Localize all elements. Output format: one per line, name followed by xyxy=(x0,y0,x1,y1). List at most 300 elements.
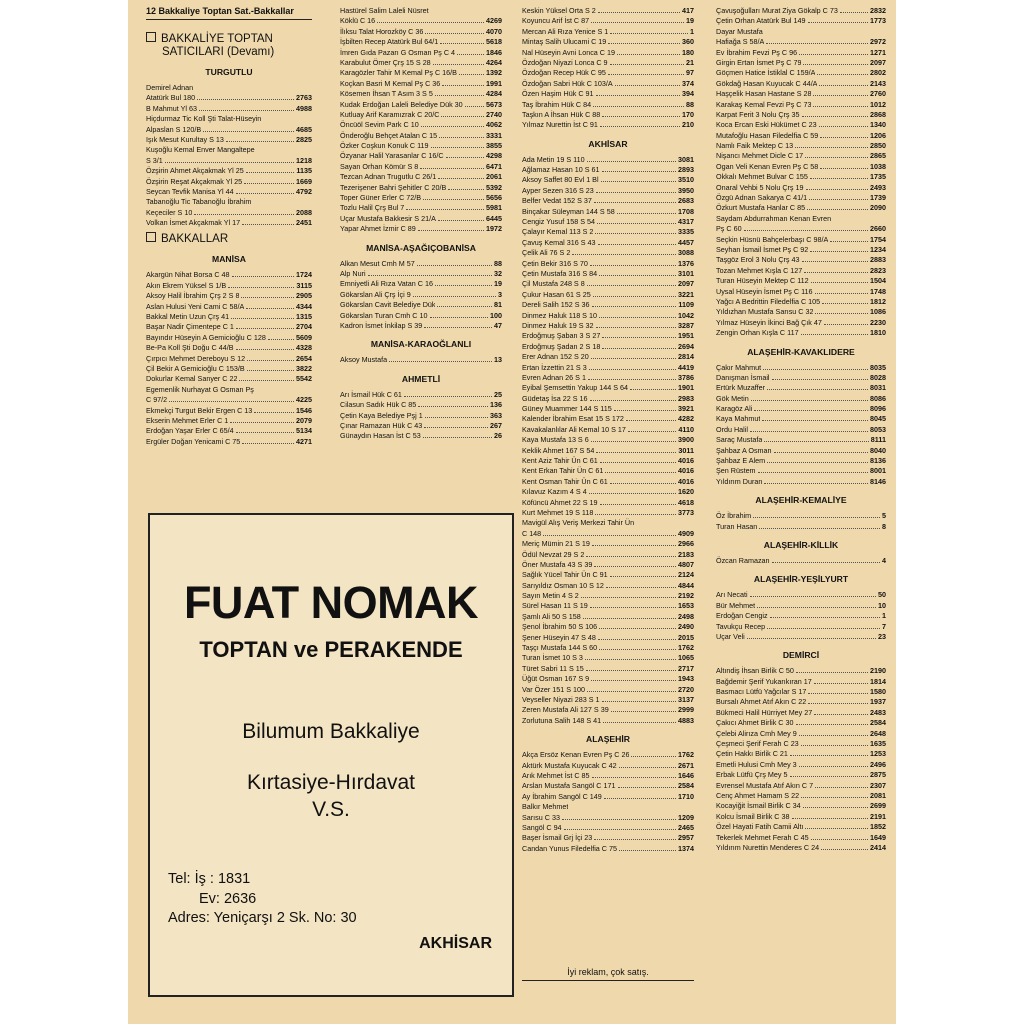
dot-leader xyxy=(808,693,868,694)
listing-phone: 2883 xyxy=(870,255,886,265)
dot-leader xyxy=(599,628,676,629)
listing-entry xyxy=(340,193,502,203)
listing-name: Ogan Veli Kenan Evren Pş C 58 xyxy=(716,161,819,171)
dot-leader xyxy=(596,192,676,193)
listing-name: Kurt Mehmet 19 S 118 xyxy=(522,507,594,517)
listing-name: Kent Aziz Tahir Ün C 61 xyxy=(522,456,598,466)
listing-name: Çınar Ramazan Hük C 43 xyxy=(340,420,423,430)
listing-entry xyxy=(716,120,886,130)
listing-entry xyxy=(716,632,886,642)
dot-leader xyxy=(774,452,868,453)
listing-name: Ertan İzzettin 21 S 3 xyxy=(522,362,587,372)
listing-name: Mavigül Alış Veriş Merkezi Tahir Ün xyxy=(522,518,635,528)
dot-leader xyxy=(766,43,868,44)
listing-name: Erdoğmuş Şadan 2 S 18 xyxy=(522,341,601,351)
listing-name: Yıldırım Duran xyxy=(716,476,763,486)
listing-name: Ekserin Mehmet Erler C 1 xyxy=(146,415,229,425)
listing-name: Koyuncu Arif İst C 87 xyxy=(522,16,590,26)
listing-phone: 1754 xyxy=(870,234,886,244)
listing-name: Keskin Yüksel Orta S 2 xyxy=(522,6,596,15)
dot-leader xyxy=(821,849,868,850)
dot-leader xyxy=(417,265,492,266)
listing-entry xyxy=(522,435,694,445)
listing-entry xyxy=(340,89,502,99)
listing-entry xyxy=(716,235,886,245)
dot-leader xyxy=(808,22,869,23)
dot-leader xyxy=(811,839,868,840)
listing-entry xyxy=(716,477,886,487)
dot-leader xyxy=(802,116,869,117)
listing-name: Hastürel Salim Laleli Nüsret xyxy=(340,6,429,15)
listing-name: Koca Ercan Eski Hükümet C 23 xyxy=(716,120,817,130)
dot-leader xyxy=(805,828,868,829)
listing-phone: 2823 xyxy=(870,265,886,275)
listing-entry xyxy=(340,48,502,58)
dot-leader xyxy=(759,528,880,529)
listing-phone: 2097 xyxy=(678,279,694,289)
listing-entry xyxy=(522,674,694,684)
town-heading: MANİSA xyxy=(212,254,246,265)
listing-phone: 4419 xyxy=(678,362,694,372)
dot-leader xyxy=(236,193,294,194)
listing-phone: 4457 xyxy=(678,237,694,247)
listing-name: Başar Nadir Çimentepe C 1 xyxy=(146,322,234,332)
listing-entry xyxy=(522,695,694,705)
listing-phone: 1218 xyxy=(296,155,312,165)
dot-leader xyxy=(433,64,484,65)
listing-entry xyxy=(340,400,502,410)
listing-entry xyxy=(146,114,312,124)
listing-phone: 1814 xyxy=(870,676,886,686)
listing-name: Evren Adnan 26 S 1 xyxy=(522,372,586,382)
listing-phone: 2584 xyxy=(678,781,694,791)
listing-entry xyxy=(522,331,694,341)
listing-entry xyxy=(522,207,694,217)
dot-leader xyxy=(435,285,492,286)
listing-phone: 2414 xyxy=(870,842,886,852)
dot-leader xyxy=(239,380,294,381)
listing-entry xyxy=(522,771,694,781)
listing-name: Bür Mehmet xyxy=(716,600,756,610)
listing-phone: 19 xyxy=(686,16,694,26)
dot-leader xyxy=(767,462,868,463)
listing-phone: 2704 xyxy=(296,322,312,332)
listing-phone: 4298 xyxy=(486,151,502,161)
listing-entry xyxy=(522,685,694,695)
checkbox-square-icon xyxy=(146,232,156,242)
listing-phone: 8136 xyxy=(870,456,886,466)
dot-leader xyxy=(438,220,484,221)
dot-leader xyxy=(203,131,294,132)
dot-leader xyxy=(439,137,484,138)
listing-phone: 360 xyxy=(682,37,694,47)
listing-name: Bursalı Ahmet Atıf Akın C 22 xyxy=(716,697,807,707)
listing-entry xyxy=(340,224,502,234)
dot-leader xyxy=(564,829,676,830)
listing-name: Veyseller Niyazi 283 S 1 xyxy=(522,695,600,704)
dot-leader xyxy=(242,224,294,225)
listing-entry xyxy=(716,760,886,770)
listing-entry xyxy=(146,93,312,103)
listing-name: Demirel Adnan xyxy=(146,83,194,92)
dot-leader xyxy=(790,776,868,777)
listing-phone: 1972 xyxy=(486,224,502,234)
listing-phone: 1580 xyxy=(870,687,886,697)
listing-phone: 1340 xyxy=(870,120,886,130)
section-title-bakkallar xyxy=(146,232,312,246)
listing-name: Kolcu İsmail Birlik C 38 xyxy=(716,811,790,821)
listing-entry xyxy=(146,166,312,176)
listing-entry xyxy=(340,6,502,16)
dot-leader xyxy=(606,587,676,588)
listing-phone: 1504 xyxy=(870,276,886,286)
dot-leader xyxy=(820,168,868,169)
dot-leader xyxy=(599,649,676,650)
dot-leader xyxy=(801,745,868,746)
listing-entry xyxy=(522,352,694,362)
dot-leader xyxy=(819,126,868,127)
listing-entry xyxy=(716,677,886,687)
listing-phone: 2999 xyxy=(678,705,694,715)
listing-name: Kavakalanlılar Ali Kemal 10 S 17 xyxy=(522,424,626,434)
listing-phone: 2694 xyxy=(678,341,694,351)
listing-phone: 2893 xyxy=(678,165,694,175)
listing-phone: 1620 xyxy=(678,487,694,497)
listing-entry xyxy=(146,135,312,145)
listing-name: Bükmeci Halil Hürriyet Mey 27 xyxy=(716,707,813,717)
listing-entry xyxy=(340,259,502,269)
listing-name: Ada Metin 19 S 110 xyxy=(522,154,585,164)
listing-phone: 4 xyxy=(882,555,886,565)
dot-leader xyxy=(804,272,868,273)
dot-leader xyxy=(593,296,676,297)
listing-entry xyxy=(716,739,886,749)
listing-name: Çil Bekir A Gemicioğlu C 153/B xyxy=(146,363,245,373)
listing-name: Emetli Hulusi Cmh Mey 3 xyxy=(716,759,797,769)
listing-entry xyxy=(716,843,886,853)
listing-name: Erdoğmuş Şaban 3 S 27 xyxy=(522,331,601,341)
dot-leader xyxy=(244,183,294,184)
listing-entry xyxy=(146,395,312,405)
dot-leader xyxy=(631,756,676,757)
listing-entry xyxy=(716,522,886,532)
listing-name: Çavuş Kemal 316 S 43 xyxy=(522,237,596,247)
listing-name: Arslan Mustafa Sangöl C 171 xyxy=(522,781,616,791)
listing-name: Keklik Ahmet 167 S 54 xyxy=(522,445,595,455)
listing-entry xyxy=(522,414,694,424)
dot-leader xyxy=(595,233,676,234)
dot-leader xyxy=(586,556,676,557)
dot-leader xyxy=(589,493,676,494)
listing-name: Balkır Mehmet xyxy=(522,802,569,812)
listing-phone: 136 xyxy=(490,400,502,410)
listing-phone: 3137 xyxy=(678,695,694,704)
dot-leader xyxy=(591,441,676,442)
listing-entry xyxy=(522,560,694,570)
listing-phone: 363 xyxy=(490,410,502,420)
dot-leader xyxy=(772,562,880,563)
listing-entry xyxy=(146,187,312,197)
section-title-line1: BAKKALİYE TOPTAN xyxy=(161,33,273,45)
listing-name: Zeren Mustafa Ali 127 S 39 xyxy=(522,705,609,715)
section-title-line2: SATICILARI (Devamı) xyxy=(162,46,275,58)
listing-entry xyxy=(716,781,886,791)
listing-entry xyxy=(716,68,886,78)
listing-name: Taş İbrahim Hük C 84 xyxy=(522,99,592,109)
dot-leader xyxy=(598,244,676,245)
dot-leader xyxy=(602,348,676,349)
listing-phone: 1206 xyxy=(870,130,886,140)
dot-leader xyxy=(169,401,294,402)
listing-name: Özdoğan Sabri Hük C 103/A xyxy=(522,78,613,88)
listing-name: Özdoğan Niyazi Lonca C 9 xyxy=(522,57,608,67)
listing-name: Kösemen İhsan T Asım 3 S 5 xyxy=(340,89,433,99)
dot-leader xyxy=(762,420,868,421)
listing-entry xyxy=(146,83,312,93)
listing-entry xyxy=(146,270,312,280)
town-heading: MANİSA-KARAOĞLANLI xyxy=(370,339,472,350)
dot-leader xyxy=(630,389,676,390)
listing-name: Yıldızhan Mustafa Sarısu C 32 xyxy=(716,307,814,317)
listing-name: Köfüncü Ahmet 22 S 19 xyxy=(522,497,598,507)
listing-name: Kalender İbrahim Esat 15 S 172 xyxy=(522,414,624,424)
dot-leader xyxy=(767,389,868,390)
listing-name: Sarısu C 33 xyxy=(522,812,560,822)
dot-leader xyxy=(610,483,676,484)
listing-name: B Mahmut Yl 63 xyxy=(146,103,198,113)
dot-leader xyxy=(587,691,676,692)
listing-phone: 2671 xyxy=(678,760,694,770)
listing-entry xyxy=(522,750,694,760)
listing-name: Üğüt Osman 167 S 9 xyxy=(522,674,590,684)
listing-name: Arı İsmail Hük C 61 xyxy=(340,389,402,399)
listing-name: Uçar Mustafa Bakkesir S 21/A xyxy=(340,213,436,223)
listing-phone: 3115 xyxy=(296,280,312,290)
listing-phone: 1762 xyxy=(678,750,694,760)
dot-leader xyxy=(572,254,676,255)
listing-entry xyxy=(716,435,886,445)
dot-leader xyxy=(585,659,676,660)
listing-entry xyxy=(716,183,886,193)
listing-name: Meriç Mümin 21 S 19 xyxy=(522,539,590,549)
listing-phone: 4685 xyxy=(296,124,312,134)
listing-phone: 4317 xyxy=(678,217,694,227)
dot-leader xyxy=(617,213,676,214)
listing-phone: 1315 xyxy=(296,312,312,322)
listing-phone: 2496 xyxy=(870,759,886,769)
dot-leader xyxy=(424,327,492,328)
listing-phone: 3011 xyxy=(678,445,694,455)
dot-leader xyxy=(247,370,294,371)
listing-entry xyxy=(522,823,694,833)
dot-leader xyxy=(543,535,676,536)
listing-name: Tezcan Adnan Trugutlu C 26/1 xyxy=(340,172,437,182)
dot-leader xyxy=(757,607,876,608)
listing-phone: 4016 xyxy=(678,466,694,476)
listing-phone: 5392 xyxy=(486,182,502,192)
town-heading: ALAŞEHİR-KAVAKLIDERE xyxy=(747,346,855,357)
listing-name: Köklü C 16 xyxy=(340,16,376,26)
listing-phone: 1374 xyxy=(678,843,694,853)
listing-phone: 2699 xyxy=(870,801,886,811)
listing-name: Günaydın Hasan İst C 53 xyxy=(340,431,421,441)
listing-entry xyxy=(146,291,312,301)
listing-name: Erdoğan Yaşar Erler C 65/4 xyxy=(146,426,234,436)
listing-phone: 2097 xyxy=(870,57,886,67)
listing-phone: 2190 xyxy=(870,666,886,676)
dot-leader xyxy=(796,672,868,673)
listing-phone: 1846 xyxy=(486,47,502,57)
listing-name: Onaral Vehbi 5 Nolu Çrş 19 xyxy=(716,182,804,192)
listing-phone: 2660 xyxy=(870,224,886,234)
dot-leader xyxy=(747,638,876,639)
listing-entry xyxy=(716,16,886,26)
listing-entry xyxy=(522,186,694,196)
listing-name: Özşirin Ahmet Akçakmak Yl 25 xyxy=(146,166,244,176)
listing-name: C 148 xyxy=(522,528,542,538)
listing-phone: 4225 xyxy=(296,395,312,405)
listing-entry xyxy=(146,125,312,135)
listing-entry xyxy=(716,611,886,621)
listing-name: Nal Hüseyin Avni Lonca C 19 xyxy=(522,47,615,57)
listing-entry xyxy=(522,601,694,611)
listing-name: S 3/1 xyxy=(146,155,163,165)
listing-name: Şamlı Ali 50 S 158 xyxy=(522,611,581,621)
listing-name: Taşkın A İhsan Hük C 88 xyxy=(522,109,601,119)
listing-entry xyxy=(340,300,502,310)
listing-name: Özcan Ramazan xyxy=(716,555,770,565)
listing-phone: 3081 xyxy=(678,154,694,164)
listing-phone: 1669 xyxy=(296,176,312,186)
listing-phone: 3786 xyxy=(678,372,694,382)
listing-entry xyxy=(716,446,886,456)
listing-name: Özker Coşkun Konuk C 119 xyxy=(340,141,429,151)
listing-entry xyxy=(522,100,694,110)
dot-leader xyxy=(608,74,684,75)
listing-name: Gök Metin xyxy=(716,393,749,403)
listing-phone: 1038 xyxy=(870,161,886,171)
listing-entry xyxy=(522,37,694,47)
listing-phone: 7 xyxy=(882,621,886,631)
listing-name: Şener Hüseyin 47 S 48 xyxy=(522,632,596,642)
dot-leader xyxy=(457,54,484,55)
dot-leader xyxy=(423,437,492,438)
listing-name: Ev İbrahim Fevzi Pş C 96 xyxy=(716,47,798,57)
dot-leader xyxy=(792,818,869,819)
listing-phone: 417 xyxy=(682,6,694,15)
listing-name: Sayın Metin 4 S 2 xyxy=(522,591,579,601)
dot-leader xyxy=(596,327,676,328)
listing-phone: 4328 xyxy=(296,343,312,353)
listing-entry xyxy=(146,426,312,436)
listing-name: Çetin Bekir 316 S 70 xyxy=(522,258,588,268)
listing-phone: 2654 xyxy=(296,353,312,363)
listing-entry xyxy=(716,328,886,338)
listing-phone: 1653 xyxy=(678,601,694,611)
listing-entry xyxy=(522,781,694,791)
listing-phone: 1943 xyxy=(678,674,694,684)
dot-leader xyxy=(628,431,677,432)
listing-entry xyxy=(716,822,886,832)
listing-name: Var Özer 151 S 100 xyxy=(522,684,585,694)
dot-leader xyxy=(228,287,294,288)
listing-entry xyxy=(522,581,694,591)
listing-name: Karagöz Ali xyxy=(716,404,753,414)
listing-entry xyxy=(340,120,502,130)
listing-name: Kocayiğit İsmail Birlik C 34 xyxy=(716,801,801,811)
listing-name: Gökarslan Turan Cmh C 10 xyxy=(340,310,428,320)
listing-phone: 1739 xyxy=(870,193,886,203)
listing-name: Yıldırım Nurettin Menderes C 24 xyxy=(716,842,820,852)
dot-leader xyxy=(814,683,868,684)
dot-leader xyxy=(806,189,869,190)
listing-phone: 5134 xyxy=(296,426,312,436)
listing-phone: 2015 xyxy=(678,632,694,642)
listing-name: Pş C 60 xyxy=(716,224,742,234)
listing-phone: 3822 xyxy=(296,363,312,373)
listing-phone: 1 xyxy=(882,611,886,621)
listing-phone: 4110 xyxy=(678,424,694,434)
listing-name: Candan Yunus Filedelfia C 75 xyxy=(522,843,617,853)
listing-entry xyxy=(716,687,886,697)
dot-leader xyxy=(448,189,484,190)
ad-phone-work: Tel: İş : 1831 xyxy=(168,871,251,887)
dot-leader xyxy=(764,483,868,484)
listing-phone: 1086 xyxy=(870,307,886,317)
listing-phone: 1901 xyxy=(678,383,694,393)
dot-leader xyxy=(758,472,868,473)
listing-name: Seyhan İsmail İsmet Pş C 92 xyxy=(716,244,809,254)
town-heading: ALAŞEHİR-YEŞİLYURT xyxy=(753,574,849,585)
section-title-toptan xyxy=(146,32,312,59)
listing-phone: 2584 xyxy=(870,718,886,728)
listing-entry xyxy=(716,307,886,317)
listing-entry xyxy=(522,120,694,130)
listing-entry xyxy=(340,16,502,26)
listing-name: Kaya Mustafa 13 S 6 xyxy=(522,435,589,445)
listing-entry xyxy=(716,110,886,120)
listing-name: İlıksu Talat Horozköy C 36 xyxy=(340,26,424,36)
town-heading: AHMETLİ xyxy=(401,373,441,384)
listing-name: Dayar Mustafa xyxy=(716,26,763,36)
listing-phone: 210 xyxy=(682,120,694,130)
listing-entry xyxy=(522,383,694,393)
directory-page xyxy=(128,0,896,1024)
listing-entry xyxy=(522,761,694,771)
listing-name: Özen Haşim Hük C 91 xyxy=(522,89,594,99)
listing-name: Kuşoğlu Kemal Enver Mangaltepe xyxy=(146,145,255,155)
dot-leader xyxy=(425,417,488,418)
dot-leader xyxy=(247,360,294,361)
listing-name: Dinmez Haluk 19 S 32 xyxy=(522,320,594,330)
listing-name: Öncüöl Sevim Park C 10 xyxy=(340,120,419,130)
listing-phone: 2230 xyxy=(870,317,886,327)
listing-entry xyxy=(146,385,312,395)
dot-leader xyxy=(795,147,868,148)
listing-phone: 1852 xyxy=(870,822,886,832)
column-1 xyxy=(146,6,312,447)
listing-entry xyxy=(716,833,886,843)
dot-leader xyxy=(803,64,868,65)
dot-leader xyxy=(754,410,868,411)
listing-entry xyxy=(522,425,694,435)
dot-leader xyxy=(595,514,676,515)
listing-entry xyxy=(716,131,886,141)
advertisement-box xyxy=(148,513,514,997)
listing-phone: 13 xyxy=(494,355,502,365)
listing-phone: 2720 xyxy=(678,684,694,694)
listing-entry xyxy=(522,363,694,373)
